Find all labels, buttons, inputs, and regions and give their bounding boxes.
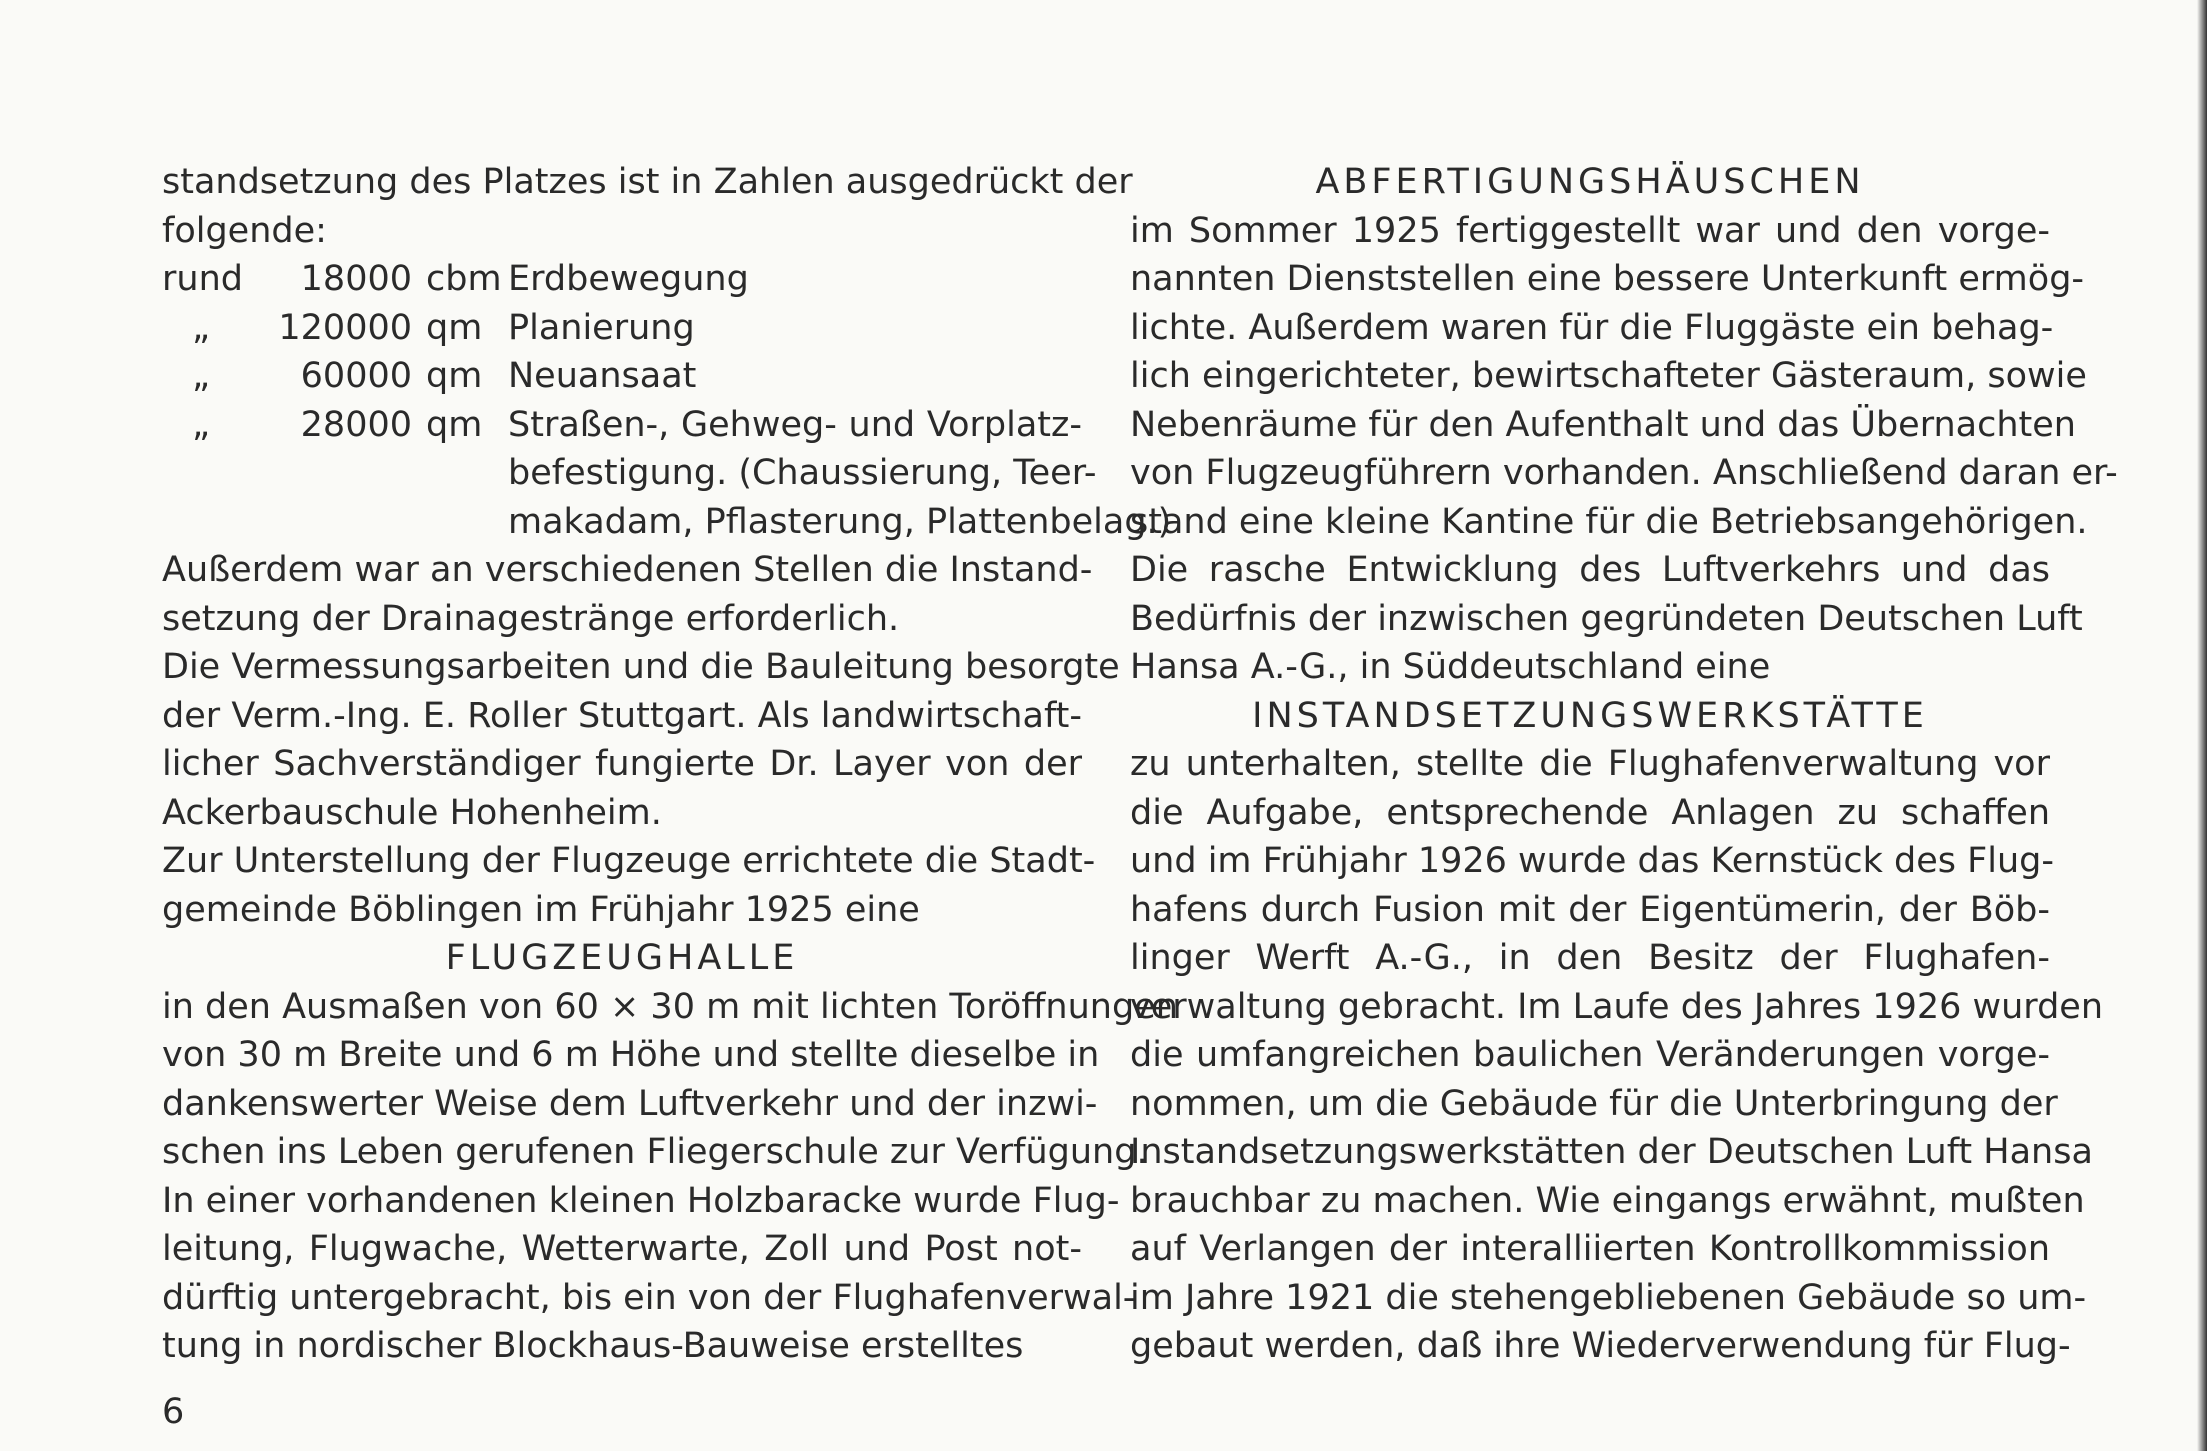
text-line: von Flugzeugführern vorhanden. Anschließend daran er- xyxy=(1130,453,2118,493)
text-line: gebaut werden, daß ihre Wiederverwendung für Flug- xyxy=(1130,1326,2071,1366)
text-line: Hansa A.-G., in Süddeutschland eine xyxy=(1130,647,1771,687)
text-line: brauchbar zu machen. Wie eingangs erwähnt, mußten xyxy=(1130,1180,2085,1221)
table-prefix: „ xyxy=(192,307,211,348)
text-line: gemeinde Böblingen im Frühjahr 1925 eine xyxy=(162,889,920,930)
text-line: auf Verlangen der interalliierten Kontrollkommission xyxy=(1130,1229,2050,1269)
text-line: Außerdem war an verschiedenen Stellen die Instand- xyxy=(162,550,1093,590)
table-prefix: „ xyxy=(192,356,211,396)
table-unit: qm xyxy=(426,404,483,445)
table-unit: qm xyxy=(426,307,483,348)
table-continuation xyxy=(162,449,1172,546)
text-line: in den Ausmaßen von 60 × 30 m mit lichten Toröffnungen xyxy=(162,986,1178,1027)
text-line: im Jahre 1921 die stehengebliebenen Gebäude so um- xyxy=(1130,1277,2087,1318)
table-amount: 18000 xyxy=(300,259,412,299)
section-heading: ABFERTIGUNGSHÄUSCHEN xyxy=(1315,162,1865,202)
text-line: Instandsetzungswerkstätten der Deutschen Luft Hansa xyxy=(1130,1132,2093,1172)
table-row xyxy=(162,401,1082,450)
text-line: Nebenräume für den Aufenthalt und das Übernachten xyxy=(1130,404,2076,445)
text-line: Die rasche Entwicklung des Luftverkehrs und das xyxy=(1130,550,2050,590)
text-line: standsetzung des Platzes ist in Zahlen ausgedrückt der xyxy=(162,162,1133,202)
text-line: die umfangreichen baulichen Veränderungen vorge- xyxy=(1130,1035,2050,1075)
text-line: In einer vorhandenen kleinen Holzbaracke wurde Flug- xyxy=(162,1180,1120,1221)
text-line: folgende: xyxy=(162,210,327,251)
text-line: von 30 m Breite und 6 m Höhe und stellte dieselbe in xyxy=(162,1035,1100,1075)
text-line: lich eingerichteter, bewirtschafteter Gästeraum, sowie xyxy=(1130,356,2087,396)
text-line: nannten Dienststellen eine bessere Unterkunft ermög- xyxy=(1130,259,2085,299)
table-prefix: „ xyxy=(192,404,211,445)
table-row xyxy=(162,352,1082,401)
text-line: leitung, Flugwache, Wetterwarte, Zoll und Post not- xyxy=(162,1229,1082,1269)
text-line: makadam, Pflasterung, Plattenbelag.) xyxy=(508,501,1172,542)
text-line: tung in nordischer Blockhaus-Bauweise erstelltes xyxy=(162,1326,1024,1366)
table-amount: 60000 xyxy=(300,356,412,396)
table-desc: Erdbewegung xyxy=(508,259,749,299)
text-line: hafens durch Fusion mit der Eigentümerin, der Böb- xyxy=(1130,889,2050,930)
text-line: zu unterhalten, stellte die Flughafenverwaltung vor xyxy=(1130,744,2050,784)
table-row xyxy=(162,304,1082,353)
table-desc: Straßen-, Gehweg- und Vorplatz- xyxy=(508,404,1082,445)
table-prefix: rund xyxy=(162,259,243,299)
text-line: lichte. Außerdem waren für die Fluggäste ein behag- xyxy=(1130,307,2054,348)
table-desc: Neuansaat xyxy=(508,356,697,396)
text-line: die Aufgabe, entsprechende Anlagen zu schaffen xyxy=(1130,792,2050,833)
page-number: 6 xyxy=(162,1392,185,1432)
table-amount: 28000 xyxy=(300,404,412,445)
text-line: befestigung. (Chaussierung, Teer- xyxy=(508,453,1097,493)
text-line: schen ins Leben gerufenen Fliegerschule zur Verfügung. xyxy=(162,1132,1148,1172)
text-line: der Verm.-Ing. E. Roller Stuttgart. Als landwirtschaft- xyxy=(162,695,1082,736)
section-heading: FLUGZEUGHALLE xyxy=(445,938,799,978)
text-line: linger Werft A.-G., in den Besitz der Flughafen- xyxy=(1130,938,2050,978)
page-edge-shadow xyxy=(2197,0,2207,1451)
text-line: Bedürfnis der inzwischen gegründeten Deutschen Luft xyxy=(1130,598,2083,639)
table-unit: cbm xyxy=(426,259,502,299)
table-row xyxy=(162,255,1082,304)
text-line: und im Frühjahr 1926 wurde das Kernstück des Flug- xyxy=(1130,841,2055,881)
text-line: nommen, um die Gebäude für die Unterbringung der xyxy=(1130,1083,2058,1124)
left-column xyxy=(162,158,1178,1371)
text-line: verwaltung gebracht. Im Laufe des Jahres 1926 wurden xyxy=(1130,986,2104,1027)
text-line: Ackerbauschule Hohenheim. xyxy=(162,792,662,833)
text-line: dürftig untergebracht, bis ein von der Flughafenverwal- xyxy=(162,1277,1136,1318)
table-desc: Planierung xyxy=(508,307,695,348)
right-column xyxy=(1130,158,2118,1371)
section-heading: INSTANDSETZUNGSWERKSTÄTTE xyxy=(1252,695,1928,736)
text-line: Die Vermessungsarbeiten und die Bauleitung besorgte xyxy=(162,647,1120,687)
table-amount: 120000 xyxy=(278,307,412,348)
text-line: dankenswerter Weise dem Luftverkehr und der inzwi- xyxy=(162,1083,1098,1124)
text-line: setzung der Drainagestränge erforderlich. xyxy=(162,598,900,639)
text-line: Zur Unterstellung der Flugzeuge errichtete die Stadt- xyxy=(162,841,1096,881)
table-unit: qm xyxy=(426,356,483,396)
text-line: im Sommer 1925 fertiggestellt war und den vorge- xyxy=(1130,210,2050,251)
text-line: licher Sachverständiger fungierte Dr. Layer von der xyxy=(162,744,1082,784)
text-line: stand eine kleine Kantine für die Betriebsangehörigen. xyxy=(1130,501,2088,542)
